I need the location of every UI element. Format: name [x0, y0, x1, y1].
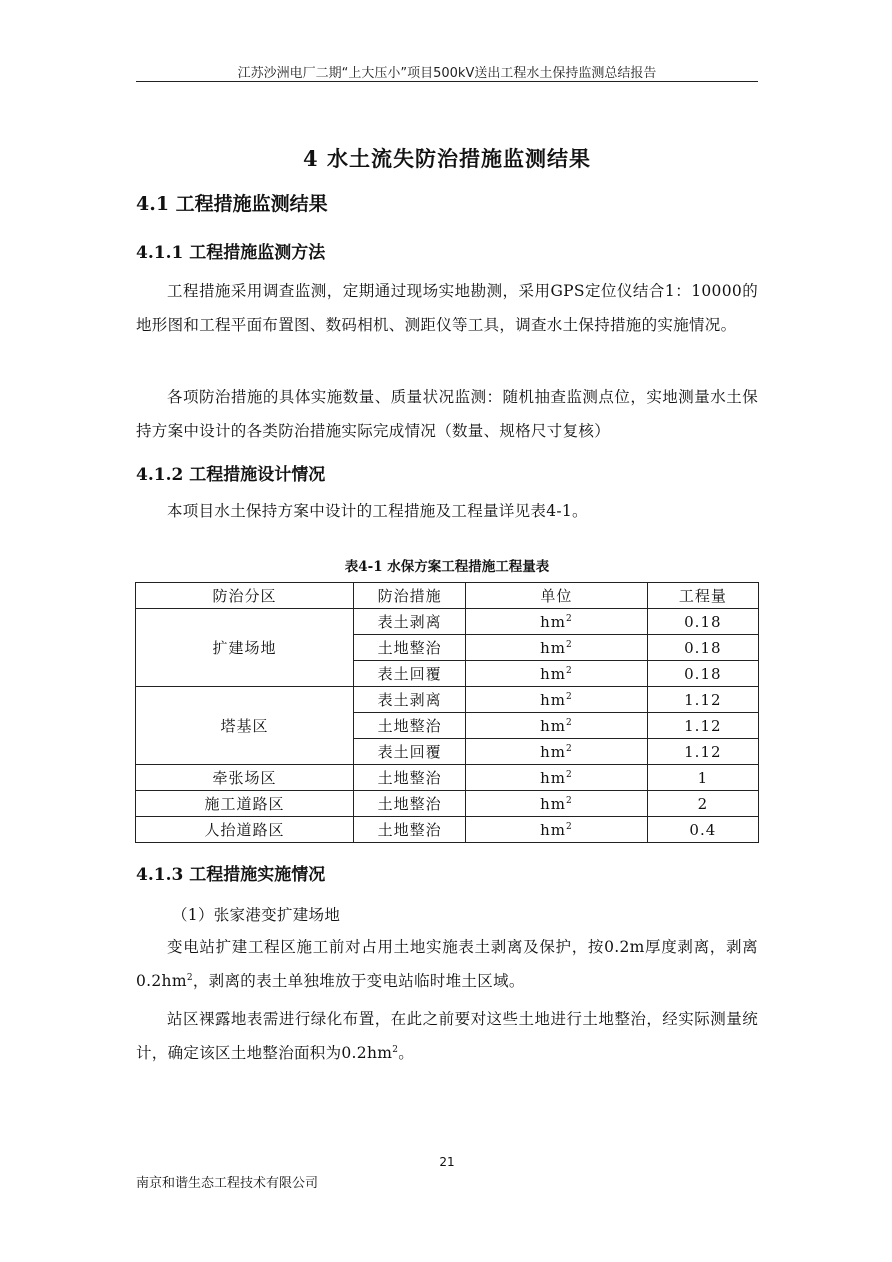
table-row: [136, 817, 759, 843]
measure-cell: 土地整治: [354, 713, 466, 739]
amount-cell: 0.4: [647, 817, 758, 843]
table-row: [136, 687, 759, 713]
amount-cell: 0.18: [647, 661, 758, 687]
list-item-1: （1）张家港变扩建场地: [172, 906, 341, 924]
zone-cell: 牵张场区: [136, 765, 354, 791]
implementation-paragraph-2: 站区裸露地表需进行绿化布置，在此之前要对这些土地进行土地整治，经实际测量统计，确定该区土地整治面积为$0.2hm^2$。: [136, 1010, 758, 1062]
zone-cell: 人抬道路区: [136, 817, 354, 843]
measure-cell: 土地整治: [354, 635, 466, 661]
design-paragraph: 本项目水土保持方案中设计的工程措施及工程量详见表4-1。: [167, 502, 588, 520]
measure-cell: 表土剥离: [354, 687, 466, 713]
unit-cell: $hm^2$: [466, 635, 648, 661]
unit-cell: $hm^2$: [466, 609, 648, 635]
amount-cell: 1: [647, 765, 758, 791]
unit-cell: $hm^2$: [466, 661, 648, 687]
measure-cell: 土地整治: [354, 817, 466, 843]
unit-cell: $hm^2$: [466, 713, 648, 739]
table-row: [136, 765, 759, 791]
table-header-row: [136, 583, 759, 609]
amount-cell: 0.18: [647, 609, 758, 635]
page-number: 21: [439, 1155, 455, 1169]
measure-cell: 表土回覆: [354, 661, 466, 687]
method-paragraph-2: 各项防治措施的具体实施数量、质量状况监测：随机抽查监测点位，实地测量水土保持方案中设计的各类防治措施实际完成情况（数量、规格尺寸复核）: [136, 388, 758, 440]
header-divider: [136, 81, 758, 82]
measure-cell: 土地整治: [354, 765, 466, 791]
amount-cell: 2: [647, 791, 758, 817]
section-heading-4-1-2: 4.1.2 工程措施设计情况: [136, 465, 326, 485]
unit-cell: $hm^2$: [466, 791, 648, 817]
running-header: 江苏沙洲电厂二期“上大压小”项目500kV送出工程水土保持监测总结报告: [237, 66, 657, 81]
measure-cell: 表土回覆: [354, 739, 466, 765]
unit-cell: $hm^2$: [466, 687, 648, 713]
section-heading-4-1-3: 4.1.3 工程措施实施情况: [136, 865, 326, 885]
table-row: [136, 791, 759, 817]
measure-cell: 土地整治: [354, 791, 466, 817]
amount-cell: 1.12: [647, 687, 758, 713]
section-heading-4-1: 4.1 工程措施监测结果: [136, 193, 328, 215]
implementation-paragraph-1: 变电站扩建工程区施工前对占用土地实施表土剥离及保护，按0.2m厚度剥离，剥离$0.2hm^2$，剥离的表土单独堆放于变电站临时堆土区域。: [136, 938, 758, 990]
unit-cell: $hm^2$: [466, 739, 648, 765]
header-cell-measure: 防治措施: [354, 583, 466, 609]
table-caption: 表4-1 水保方案工程措施工程量表: [344, 559, 550, 575]
chapter-title: 4 水土流失防治措施监测结果: [303, 146, 591, 171]
method-paragraph-1: 工程措施采用调查监测，定期通过现场实地勘测，采用GPS定位仪结合1：10000的地形图和工程平面布置图、数码相机、测距仪等工具，调查水土保持措施的实施情况。: [136, 282, 758, 334]
footer-company: 南京和谐生态工程技术有限公司: [136, 1176, 319, 1191]
section-heading-4-1-1: 4.1.1 工程措施监测方法: [136, 243, 326, 263]
zone-cell: 施工道路区: [136, 791, 354, 817]
zone-cell: 扩建场地: [136, 609, 354, 687]
table-row: [136, 609, 759, 635]
measure-cell: 表土剥离: [354, 609, 466, 635]
amount-cell: 1.12: [647, 713, 758, 739]
engineering-measures-table: [135, 582, 759, 843]
unit-cell: $hm^2$: [466, 817, 648, 843]
header-cell-unit: 单位: [466, 583, 648, 609]
header-cell-zone: 防治分区: [136, 583, 354, 609]
unit-cell: $hm^2$: [466, 765, 648, 791]
zone-cell: 塔基区: [136, 687, 354, 765]
amount-cell: 0.18: [647, 635, 758, 661]
header-cell-amount: 工程量: [647, 583, 758, 609]
amount-cell: 1.12: [647, 739, 758, 765]
